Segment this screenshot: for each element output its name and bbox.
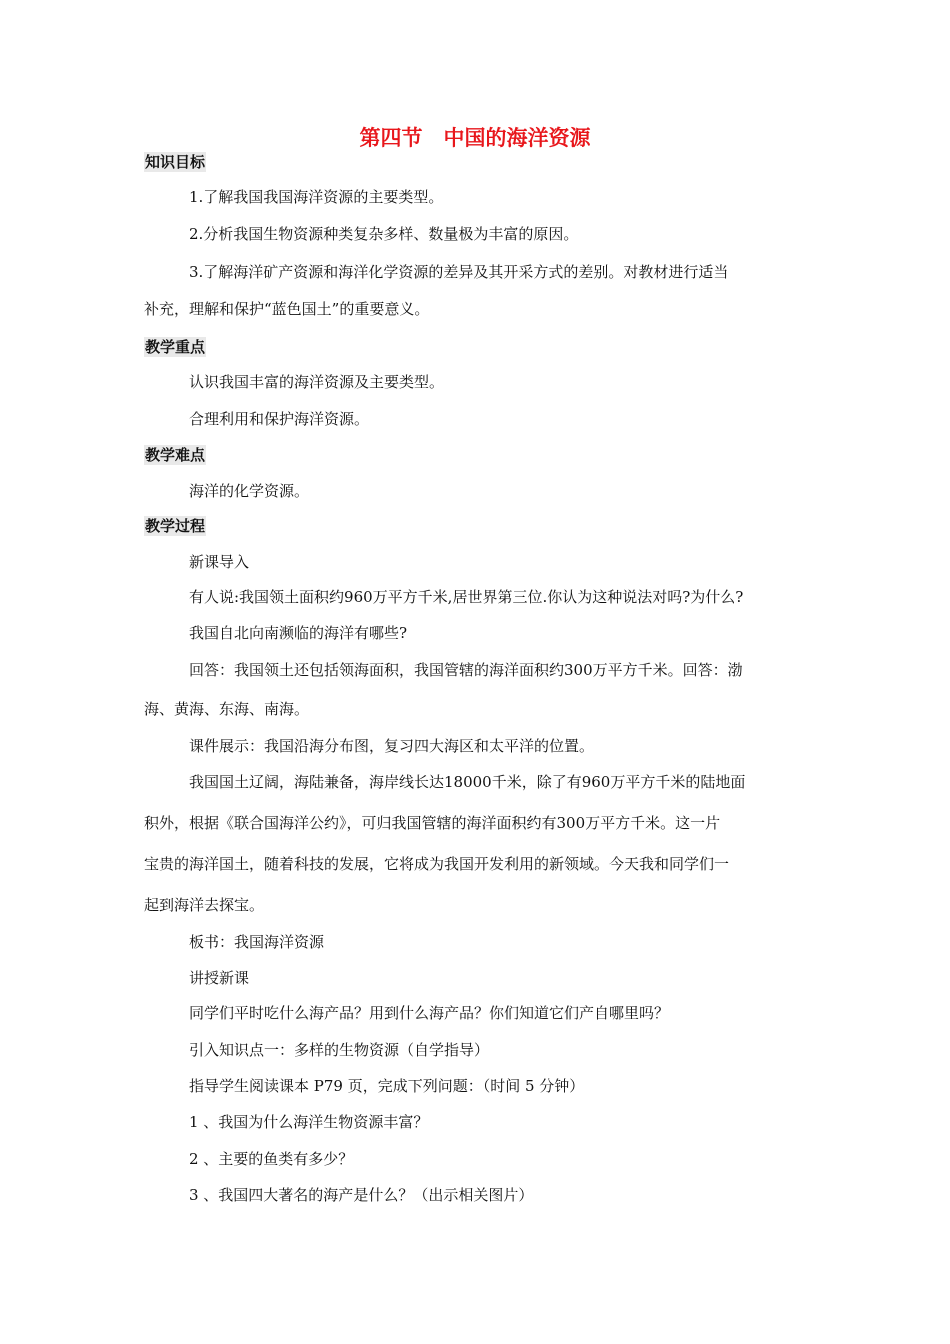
objective-line: 2.分析我国生物资源种类复杂多样、数量极为丰富的原因。 bbox=[189, 225, 579, 243]
heading-process: 教学过程 bbox=[145, 517, 206, 535]
key-point-line: 认识我国丰富的海洋资源及主要类型。 bbox=[189, 373, 445, 391]
process-line: 我国国土辽阔，海陆兼备，海岸线长达18000千米，除了有960万平方千米的陆地面 bbox=[189, 773, 746, 791]
process-line: 新课导入 bbox=[189, 553, 250, 571]
process-line: 讲授新课 bbox=[189, 969, 250, 987]
process-line: 课件展示：我国沿海分布图，复习四大海区和太平洋的位置。 bbox=[189, 737, 595, 755]
process-line: 回答：我国领土还包括领海面积，我国管辖的海洋面积约300万平方千米。回答：渤 bbox=[189, 661, 743, 679]
process-line: 同学们平时吃什么海产品？用到什么海产品？你们知道它们产自哪里吗？ bbox=[189, 1004, 670, 1022]
objective-line: 补充，理解和保护“蓝色国土”的重要意义。 bbox=[144, 300, 430, 318]
heading-objectives: 知识目标 bbox=[145, 153, 206, 171]
key-point-line: 合理利用和保护海洋资源。 bbox=[189, 410, 370, 428]
process-line: 海、黄海、东海、南海。 bbox=[144, 700, 310, 718]
process-line: 3 、我国四大著名的海产是什么？（出示相关图片） bbox=[189, 1186, 534, 1204]
process-line: 宝贵的海洋国土，随着科技的发展，它将成为我国开发利用的新领域。今天我和同学们一 bbox=[144, 855, 730, 873]
process-line: 1 、我国为什么海洋生物资源丰富？ bbox=[189, 1113, 429, 1131]
process-line: 有人说:我国领土面积约960万平方千米,居世界第三位.你认为这种说法对吗?为什么? bbox=[189, 588, 744, 606]
process-line: 积外，根据《联合国海洋公约》，可归我国管辖的海洋面积约有300万平方千米。这一片 bbox=[144, 814, 721, 832]
process-line: 板书：我国海洋资源 bbox=[189, 933, 325, 951]
objective-line: 1.了解我国我国海洋资源的主要类型。 bbox=[189, 188, 444, 206]
difficulty-line: 海洋的化学资源。 bbox=[189, 482, 310, 500]
page-title: 第四节 中国的海洋资源 bbox=[359, 126, 591, 150]
process-line: 2 、主要的鱼类有多少？ bbox=[189, 1150, 354, 1168]
process-line: 指导学生阅读课本 P79 页，完成下列问题：（时间 5 分钟） bbox=[189, 1077, 585, 1095]
heading-difficulties: 教学难点 bbox=[145, 446, 206, 464]
objective-line: 3.了解海洋矿产资源和海洋化学资源的差异及其开采方式的差别。对教材进行适当 bbox=[189, 263, 729, 281]
process-line: 我国自北向南濒临的海洋有哪些? bbox=[189, 624, 408, 642]
heading-key-points: 教学重点 bbox=[145, 338, 206, 356]
process-line: 引入知识点一：多样的生物资源（自学指导） bbox=[189, 1041, 490, 1059]
process-line: 起到海洋去探宝。 bbox=[144, 896, 265, 914]
